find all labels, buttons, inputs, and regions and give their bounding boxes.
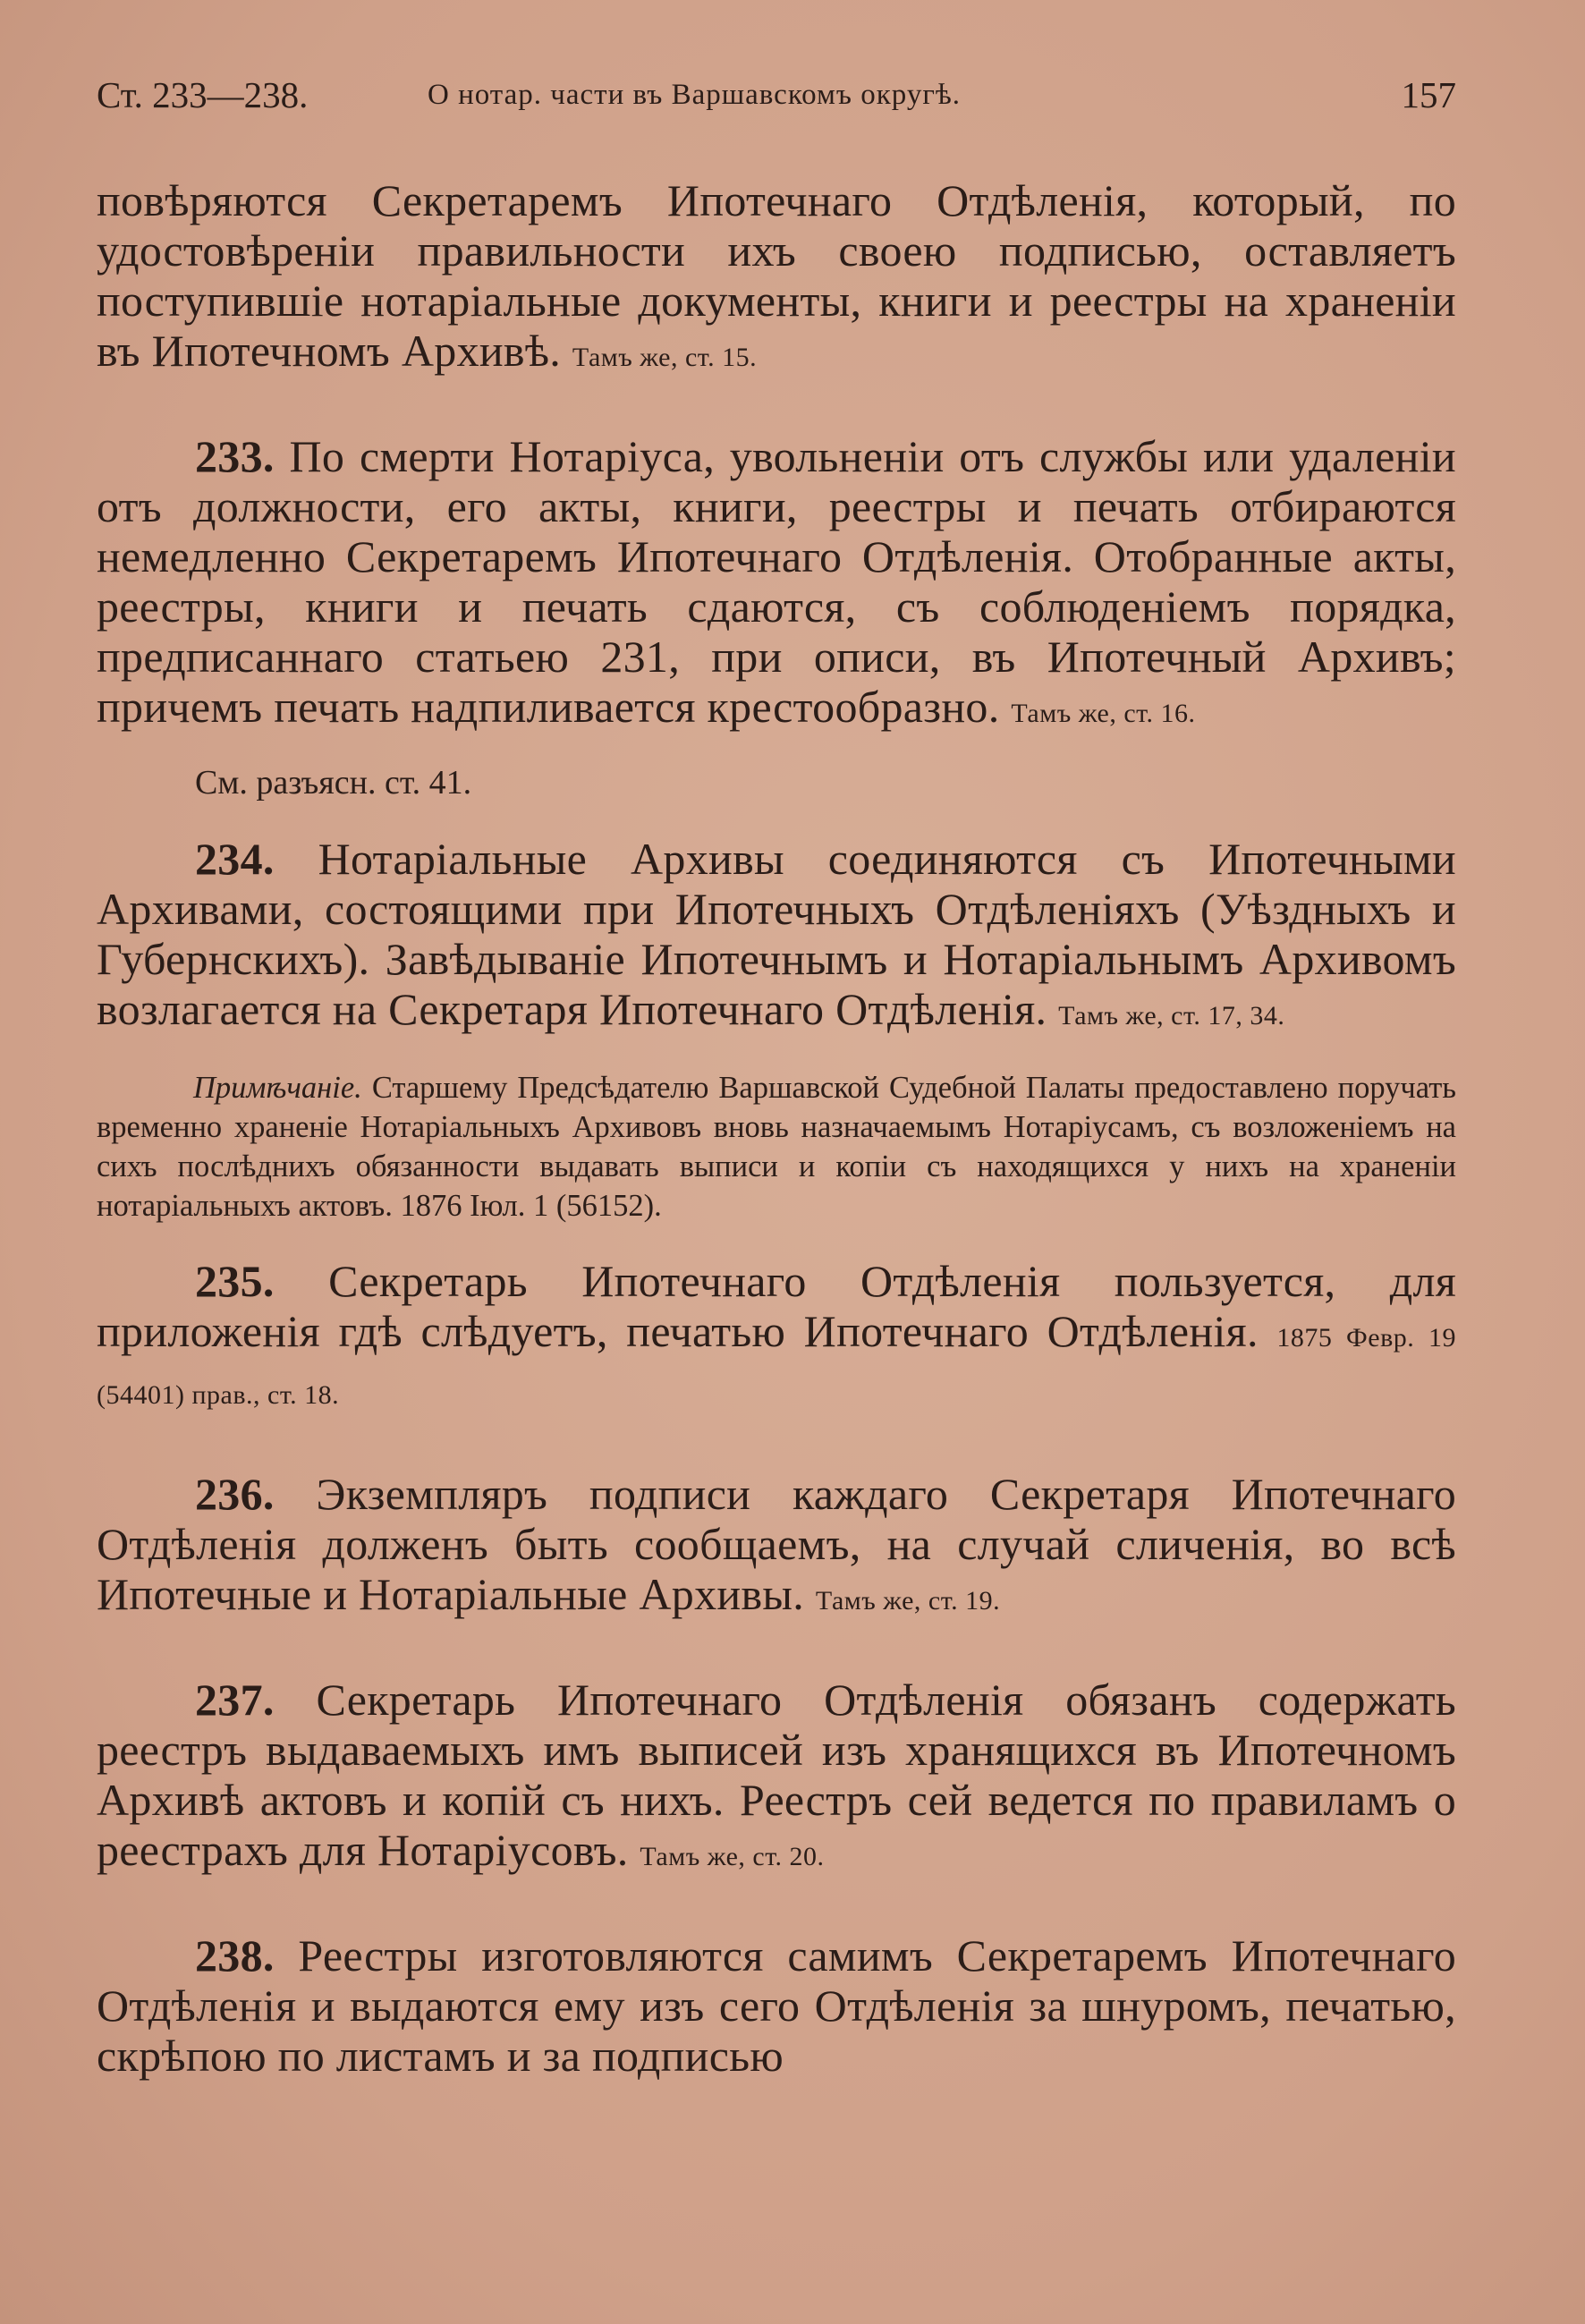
article-text: Экземпляръ подписи каждаго Секретаря Ипотечнаго Отдѣленія долженъ быть сообщаемъ, на случай сличенія, во всѣ Ипотечные и Нотаріальные Архивы.: [97, 1469, 1456, 1619]
header-article-range: Ст. 233—238.: [97, 74, 309, 115]
page-number: 157: [1401, 74, 1456, 115]
header-title: О нотар. части въ Варшавскомъ округѣ.: [428, 79, 962, 111]
article-number: 234.: [195, 834, 275, 884]
article-text: По смерти Нотаріуса, увольненіи отъ службы или удаленіи отъ должности, его акты, книги, реестры и печать отбираются немедленно Секретаремъ Ипотечнаго Отдѣленія. Отобранные акты, реестры, книги и печать сдаются, съ соблюденіемъ порядка, предписаннаго статьею 231, при описи, въ Ипотечный Архивъ; причемъ печать надпиливается крестообразно.: [97, 431, 1456, 732]
article-text: Нотаріальные Архивы соединяются съ Ипотечными Архивами, состоящими при Ипотечныхъ Отдѣленіяхъ (Уѣздныхъ и Губернскихъ). Завѣдываніе Ипотечнымъ и Нотаріальнымъ Архивомъ возлагается на Секретаря Ипотечнаго Отдѣленія.: [97, 834, 1456, 1034]
source-reference: Тамъ же, ст. 19.: [815, 1586, 1001, 1616]
footnote-note: [97, 1068, 1456, 1226]
article-234: [97, 834, 1456, 1041]
cross-reference: См. разъясн. ст. 41.: [195, 764, 472, 802]
note-text: Старшему Предсѣдателю Варшавской Судебной Палаты предоставлено поручать временно храненіе Нотаріальныхъ Архивовъ вновь назначаемымъ Нотаріусамъ, съ возложеніемъ на сихъ послѣднихъ обязанности выдавать выписи и копіи съ находящихся у нихъ на храненіи нотаріальныхъ актовъ. 1876 Іюл. 1 (56152).: [97, 1071, 1457, 1223]
paragraph-text: повѣряются Секретаремъ Ипотечнаго Отдѣленія, который, по удостовѣреніи правильности ихъ своею подписью, оставляетъ поступившіе нотаріальные документы, книги и реестры на храненіи въ Ипотечномъ Архивѣ.: [97, 175, 1456, 376]
paragraph-continued: [97, 175, 1456, 383]
article-238: [97, 1930, 1456, 2081]
article-number: 236.: [195, 1469, 275, 1519]
page-body: [97, 175, 1456, 2081]
article-number: 235.: [195, 1256, 275, 1306]
source-reference: Тамъ же, ст. 15.: [572, 343, 758, 372]
article-233: [97, 431, 1456, 739]
source-reference: Тамъ же, ст. 17, 34.: [1058, 1001, 1285, 1031]
article-number: 237.: [195, 1675, 275, 1725]
source-reference: 1875 Февр. 19 (54401) прав., ст. 18.: [97, 1323, 1456, 1410]
source-reference: Тамъ же, ст. 16.: [1011, 699, 1196, 728]
article-text: Реестры изготовляются самимъ Секретаремъ Ипотечнаго Отдѣленія и выдаются ему изъ сего Отдѣленія за шнуромъ, печатью, скрѣпою по листамъ и за подписью: [97, 1930, 1456, 2081]
article-text: Секретарь Ипотечнаго Отдѣленія пользуется, для приложенія гдѣ слѣдуетъ, печатью Ипотечнаго Отдѣленія.: [97, 1256, 1456, 1356]
article-number: 238.: [195, 1930, 275, 1980]
article-235: [97, 1256, 1456, 1421]
note-label: Примѣчаніе.: [193, 1071, 362, 1105]
article-number: 233.: [195, 431, 275, 481]
source-reference: Тамъ же, ст. 20.: [640, 1842, 825, 1871]
article-text: Секретарь Ипотечнаго Отдѣленія обязанъ содержать реестръ выдаваемыхъ имъ выписей изъ хранящихся въ Ипотечномъ Архивѣ актовъ и копій съ нихъ. Реестръ сей ведется по правиламъ о реестрахъ для Нотаріусовъ.: [97, 1675, 1456, 1875]
running-header: [97, 73, 1456, 118]
article-237: [97, 1675, 1456, 1882]
article-236: [97, 1469, 1456, 1626]
